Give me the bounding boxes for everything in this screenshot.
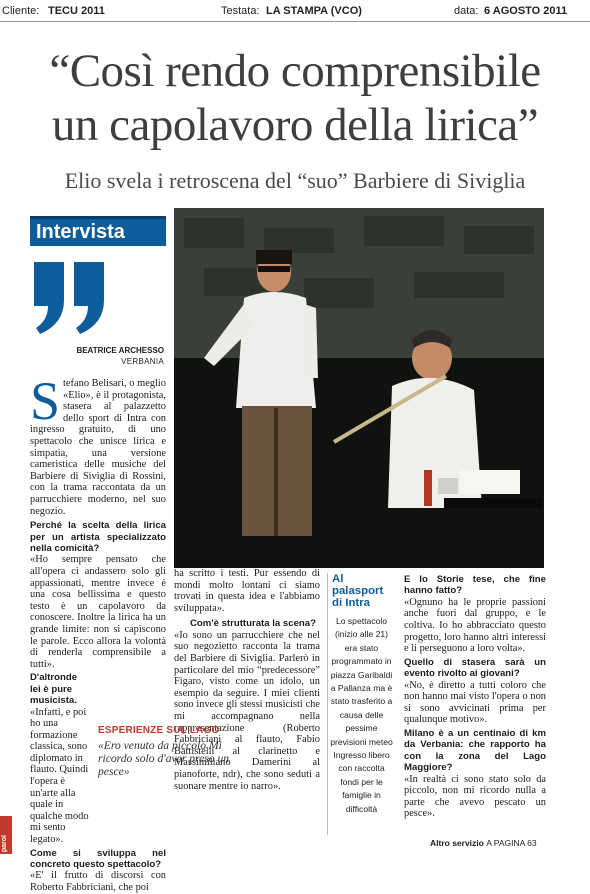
publisher-logo-text: parol bbox=[1, 834, 8, 852]
col2-paragraph-1: ha scritto i testi. Pur essendo di mondi molto lontani ci siamo trovati in questa idea e l'abbiamo sviluppata». bbox=[174, 568, 320, 614]
headline-line-1: “Così rendo comprensibile bbox=[49, 45, 541, 97]
pull-quote-text: «Ero venuto da piccolo Mi ricordo solo d'aver preso un pesce» bbox=[98, 739, 230, 779]
col4-answer-2: «No, è diretto a tutti coloro che non hanno mai visto l'opera o non si sono avvicinati prima per qualunque motivo». bbox=[404, 679, 546, 726]
article-column-4 bbox=[404, 574, 546, 820]
col4-question-3: Milano è a un centinaio di km da Verbania: che rapporto ha con la zona del Lago Maggiore? bbox=[404, 727, 546, 774]
section-tag-label: Intervista bbox=[36, 221, 125, 243]
sidebar-text: Lo spettacolo (inizio alle 21) era stato programmato in piazza Garibaldi a Pallanza ma è stato trasferito a causa delle pessime previsioni meteo Ingresso libero con raccolta fondi per le famiglie in difficoltà bbox=[330, 616, 393, 814]
concert-photo bbox=[174, 208, 544, 568]
question-2: D'altronde lei è pure musicista. bbox=[30, 672, 78, 707]
pull-quote-label: ESPERIENZE SUL LAGO bbox=[98, 725, 220, 736]
testata-value: LA STAMPA (VCO) bbox=[266, 5, 362, 17]
footer-more bbox=[430, 838, 537, 848]
answer-3: «E' il frutto di discorsi con Roberto Fabbriciani, che poi bbox=[30, 870, 166, 894]
sidebar-title: Al palasport di Intra bbox=[332, 573, 384, 609]
data-value: 6 AGOSTO 2011 bbox=[484, 5, 568, 17]
subheadline: Elio svela i retroscena del “suo” Barbiere di Siviglia bbox=[64, 168, 526, 193]
col2-answer-1: «Io sono un parrucchiere che nel suo negozietto racconta la trama del Barbiere di Siviglia. Parlerò in particolare del mio “predecessore” Figaro, visto come un idolo, un esempio da seguire. I miei clienti sono invece gli stessi musicisti che mi accompagnano nella rappresentazione (Roberto Fabbriciani al flauto, Fabio Battistelli al clarinetto e Massimiliano Damerini al pianoforte, ndr), che sono seduti a suonare mentre io narro». bbox=[174, 629, 320, 792]
intro-text: tefano Belisari, o meglio «Elio», è il protagonista, stasera al palazzetto dello sport di Intra con ingresso gratuito, di uno spettacolo che unisce lirica e simpatia, una versione cameristica delle musiche del Barbiere di Siviglia di Rossini, con la trama raccontata da un parrucchiere moderno, nel suo negozio. bbox=[30, 378, 166, 517]
col4-question-2: Quello di stasera sarà un evento rivolto ai giovani? bbox=[404, 656, 546, 680]
headline bbox=[0, 44, 590, 152]
quote-icon bbox=[30, 258, 108, 338]
author-place: VERBANIA bbox=[121, 357, 164, 366]
byline bbox=[30, 345, 164, 367]
answer-1: «Ho sempre pensato che all'opera ci andassero solo gli appassionati, mentre invece è una cosa bellissima e questo testo è un capolavoro da conoscere. Inoltre la lirica ha un grande limite: non si capiscono le parole. Ecco allora la volontà di renderla comprensibile a tutti». bbox=[30, 554, 166, 670]
cliente-value: TECU 2011 bbox=[48, 5, 105, 17]
publisher-logo bbox=[0, 816, 12, 854]
question-1: Perché la scelta della lirica per un artista specializzato nella comicità? bbox=[30, 520, 166, 554]
headline-line-2: un capolavoro della lirica” bbox=[51, 99, 539, 151]
author-name: BEATRICE ARCHESSO bbox=[76, 346, 164, 355]
clipping-header bbox=[0, 0, 590, 22]
col4-answer-3: «In realtà ci sono stato solo da piccolo, non mi ricordo nulla a parte che avevo pescato un pesce». bbox=[404, 773, 546, 820]
dropcap-letter: S bbox=[30, 371, 61, 431]
answer-2: «Infatti, e poi ho una formazione classica, sono diplomato in flauto. Quindi l'opera è un'arte alla quale in qualche modo mi sento legato». bbox=[30, 706, 89, 846]
col4-answer-1: «Ognuno ha le proprie passioni anche fuori dal gruppo, e le coltiva. Io ho abbracciato questo progetto, loro hanno altri interessi e li perseguono a loro volta». bbox=[404, 596, 546, 655]
sidebar-box bbox=[327, 573, 395, 835]
question-3: Come si sviluppa nel concreto questo spettacolo? bbox=[30, 847, 166, 871]
article-column-1 bbox=[30, 371, 166, 894]
cliente-label: Cliente: bbox=[2, 5, 40, 17]
footer-more-label: Altro servizio bbox=[430, 838, 484, 848]
col4-question-1: E lo Storie tese, che fine hanno fatto? bbox=[404, 574, 546, 597]
footer-more-page: A PAGINA 63 bbox=[486, 838, 537, 848]
section-tag bbox=[30, 216, 166, 246]
intro-paragraph bbox=[30, 371, 166, 517]
testata-label: Testata: bbox=[221, 5, 260, 17]
data-label: data: bbox=[454, 5, 479, 17]
col2-question-1: Com'è strutturata la scena? bbox=[190, 618, 316, 630]
